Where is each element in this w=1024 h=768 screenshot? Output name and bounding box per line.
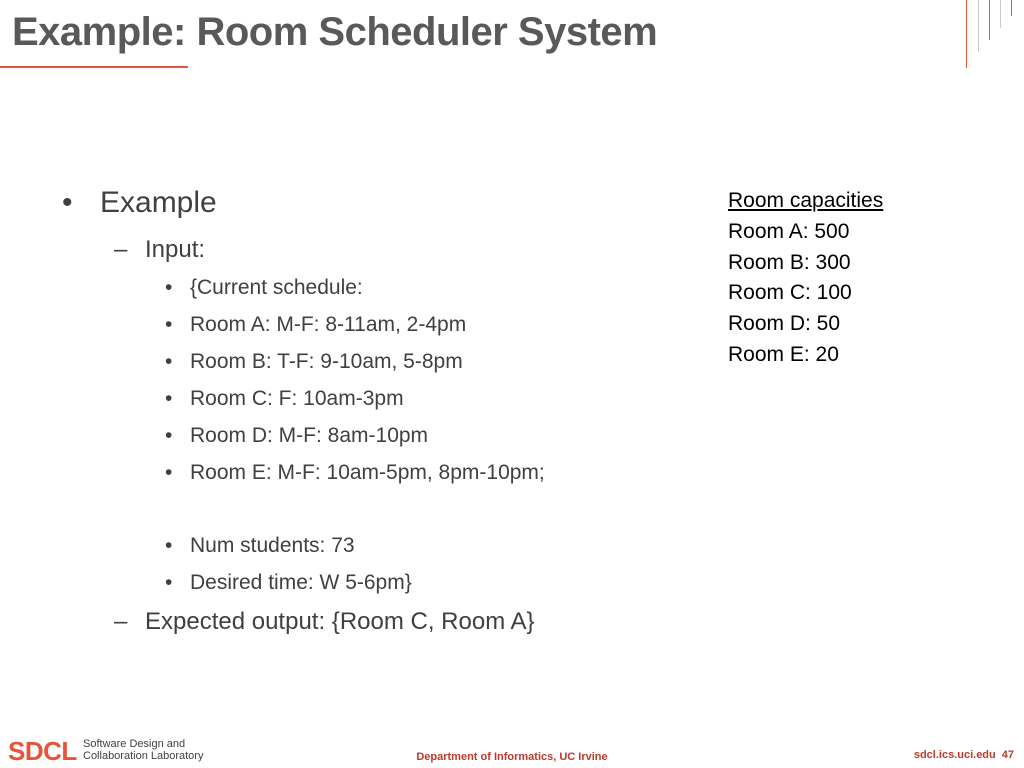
decor-line: [989, 0, 990, 40]
lab-name-line: Collaboration Laboratory: [83, 750, 204, 762]
sub-bullet-text: Expected output: {Room C, Room A}: [145, 608, 535, 635]
bullet-mark: •: [165, 461, 173, 484]
bullet-mark: •: [165, 276, 173, 299]
list-item-text: Room B: T-F: 9-10am, 5-8pm: [190, 350, 463, 373]
bullet-mark: •: [165, 313, 173, 336]
bullet-mark: •: [165, 534, 173, 557]
bullet-mark: •: [165, 571, 173, 594]
dash-mark: –: [114, 236, 128, 263]
bullet-mark: •: [165, 424, 173, 447]
capacities-heading: Room capacities: [728, 189, 884, 212]
list-item-text: {Current schedule:: [190, 276, 363, 299]
department-label: Department of Informatics, UC Irvine: [416, 751, 608, 763]
list-item-text: Room D: M-F: 8am-10pm: [190, 424, 429, 447]
title-underline: [0, 66, 188, 68]
bullet-text: Example: [100, 186, 217, 219]
decor-line: [978, 0, 979, 52]
list-item-text: Room A: M-F: 8-11am, 2-4pm: [190, 313, 467, 336]
page-number: 47: [1001, 749, 1014, 761]
list-item-text: Desired time: W 5-6pm}: [190, 571, 412, 594]
bullet-mark: •: [62, 186, 73, 219]
bullet-mark: •: [165, 350, 173, 373]
decor-line: [1011, 0, 1012, 16]
dash-mark: –: [114, 608, 128, 635]
site-footer: [914, 749, 1014, 761]
site-url: sdcl.ics.uci.edu: [913, 749, 996, 761]
list-item-text: Num students: 73: [190, 534, 355, 557]
lab-name-line: Software Design and: [83, 738, 186, 750]
slide-title: Example: Room Scheduler System: [12, 10, 658, 54]
capacity-row: Room D: 50: [728, 312, 841, 336]
capacity-row: Room B: 300: [728, 250, 851, 274]
list-item-text: Room E: M-F: 10am-5pm, 8pm-10pm;: [190, 461, 545, 484]
sdcl-logo: SDCL: [8, 736, 77, 766]
sub-bullet-text: Input:: [145, 236, 206, 263]
decor-line: [1000, 0, 1001, 28]
room-capacities: [728, 186, 883, 371]
capacity-row: Room A: 500: [728, 219, 850, 243]
bullet-mark: •: [165, 387, 173, 410]
capacity-row: Room C: 100: [728, 281, 852, 305]
decor-line: [966, 0, 967, 68]
capacity-row: Room E: 20: [728, 342, 839, 366]
list-item-text: Room C: F: 10am-3pm: [190, 387, 404, 410]
